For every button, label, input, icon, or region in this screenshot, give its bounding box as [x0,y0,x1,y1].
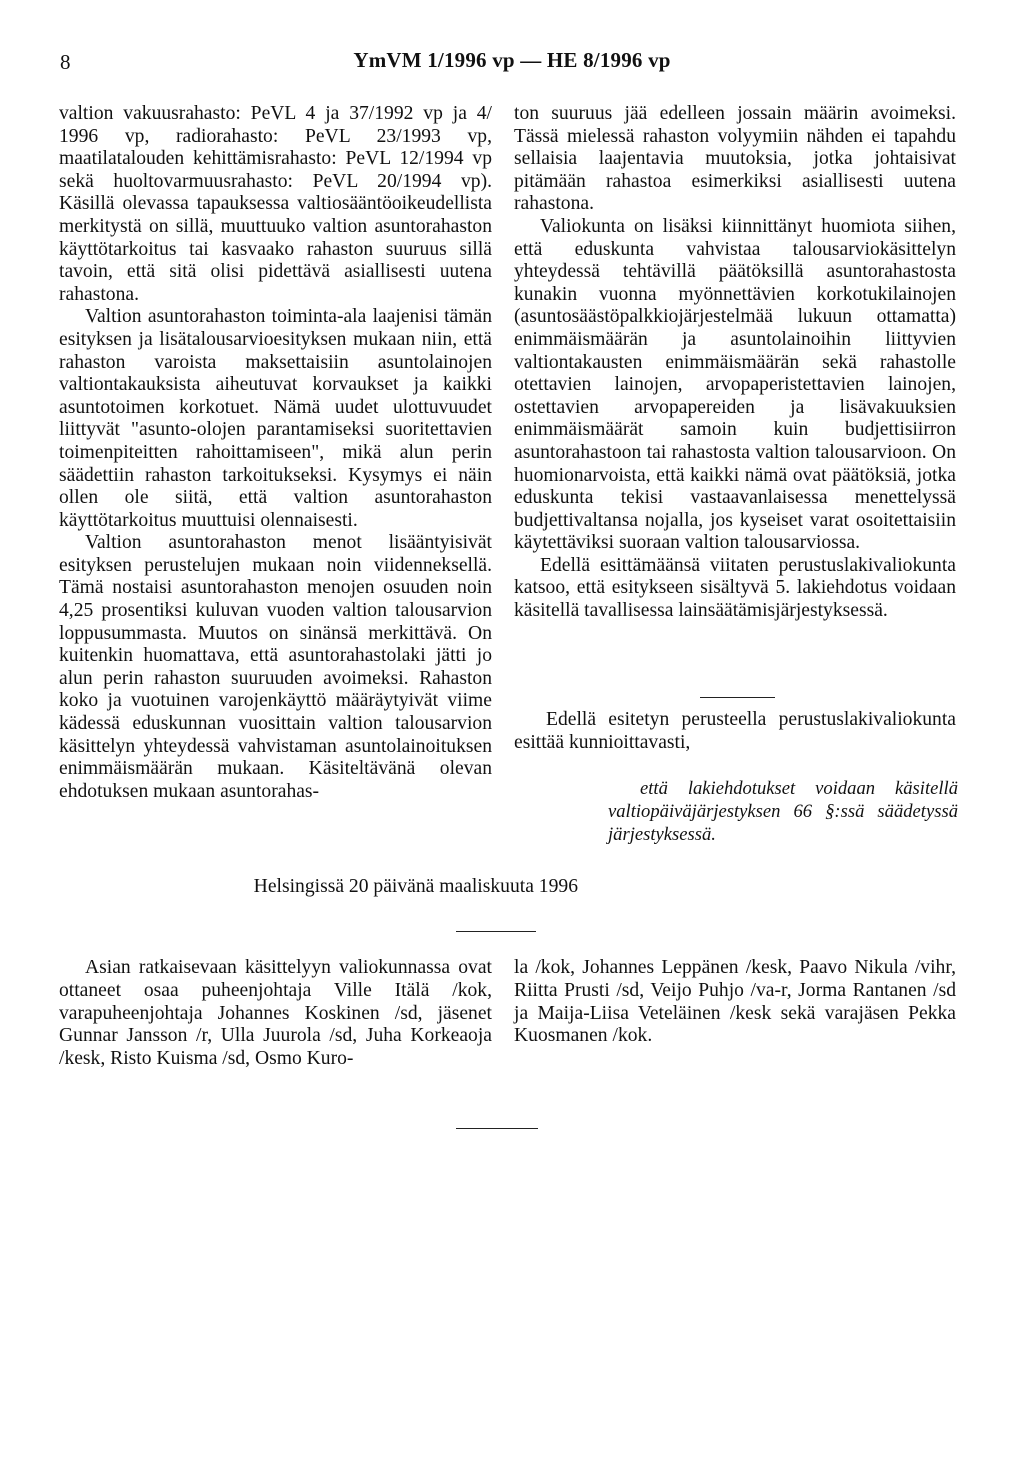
left-paragraph-2: Valtion asuntorahaston toiminta-ala laajenisi tämän esityksen ja lisätalousarvioesityksen mukaan niin, että rahaston varoista maksettaisiin asuntolainojen valtiontakauksista aiheutuvat korvaukset ja kaikki asuntotoimen korkotuet. Nämä uudet ulottuvuudet liittyvät "asunto-olojen parantamiseksi suoritettavien toimenpiteitten rahoittamiseen", mikä alun perin säädettiin rahaston tarkoitukseksi. Kysymys ei näin ollen ole siitä, että valtion asuntorahaston käyttötarkoitus muuttuisi olennaisesti. [59,306,492,531]
signature-divider [456,931,536,932]
right-paragraph-2: Valiokunta on lisäksi kiinnittänyt huomiota siihen, että eduskunta vahvistaa talousarviokäsittelyn yhteydessä tehtävillä päätöksillä asuntorahastosta kunakin vuonna myönnettävien korkotukilainojen (asuntosäästöpalkkiojärjestelmää lukuun ottamatta) enimmäismäärän ja asuntolainoihin liittyvien valtiontakausten enimmäismäärän sekä rahastolle otettavien lainojen, arvopaperistettavien lainojen, ostettavien arvopapereiden ja lisävakuuksien enimmäismäärät samoin kuin budjettisiirron asuntorahastoon tai rahastosta valtion talousarvioon. On huomionarvoista, että kaikki nämä ovat päätöksiä, jotka eduskunta tekisi vastaavanlaisessa menettelyssä budjettivaltansa nojalla, jos kyseiset varat osoitettaisiin käytettäviksi suoraan valtion talousarviossa. [514,215,956,554]
running-header: YmVM 1/1996 vp — HE 8/1996 vp [353,48,671,72]
proposal-statement: että lakiehdotukset voidaan käsitellä valtiopäiväjärjestyksen 66 §:ssä säädetyssä järjestyksessä. [608,778,958,845]
proposal-intro-text: Edellä esitetyn perusteella perustuslakivaliokunta esittää kunnioittavasti, [514,709,956,753]
members-right [514,957,956,1048]
members-text-left: Asian ratkaisevaan käsittelyyn valiokunnassa ovat ottaneet osaa puheenjohtaja Ville Itälä /kok, varapuheenjohtaja Johannes Koskinen /sd, jäsenet Gunnar Jansson /r, Ulla Juurola /sd, Juha Korkeaoja /kesk, Risto Kuisma /sd, Osmo Kuro- [59,957,492,1070]
left-column [59,103,492,803]
signature-place-date: Helsingissä 20 päivänä maaliskuuta 1996 [253,876,578,897]
right-paragraph-1: ton suuruus jää edelleen jossain määrin avoimeksi. Tässä mielessä rahaston volyymiin nähden ei tapahdu sellaisia laajentavia muutoksia, jotka johtaisivat pitämään rahastoa esimerkiksi asiallisesti uutena rahastona. [514,103,956,215]
left-paragraph-1: valtion vakuusrahasto: PeVL 4 ja 37/1992 vp ja 4/ 1996 vp, radiorahasto: PeVL 23/1993 vp, maatilatalouden kehittämisrahasto: PeVL 12/1994 vp sekä huoltovarmuusrahasto: PeVL 20/1994 vp). Käsillä olevassa tapauksessa valtiosääntöoikeudellista merkitystä on sillä, muuttuuko valtion asuntorahaston käyttötarkoitus tai kasvaako rahaston suuruus sillä tavoin, että sitä olisi pidettävä asiallisesti uutena rahastona. [59,103,492,305]
page-number: 8 [60,50,71,74]
right-column [514,103,956,623]
left-paragraph-3: Valtion asuntorahaston menot lisääntyisivät esityksen perustelujen mukaan noin viidenneksellä. Tämä nostaisi asuntorahaston menojen osuuden noin 4,25 prosentiksi kuluvan vuoden valtion talousarvion loppusummasta. Muutos on sinänsä merkittävä. On kuitenkin huomattava, että asuntorahastolaki jätti jo alun perin rahaston suuruuden avoimeksi. Rahaston koko ja vuotuinen varojenkäyttö määräytyivät viime kädessä eduskunnan vuosittain valtion talousarvion käsittelyn yhteydessä vahvistaman asuntolainoituksen enimmäismäärän mukaan. Käsiteltävänä olevan ehdotuksen mukaan asuntorahas- [59,532,492,802]
end-divider [456,1128,538,1129]
right-paragraph-3: Edellä esittämäänsä viitaten perustuslakivaliokunta katsoo, että esitykseen sisältyvä 5. lakiehdotus voidaan käsitellä tavallisessa lainsäätämisjärjestyksessä. [514,554,956,622]
members-text-right: la /kok, Johannes Leppänen /kesk, Paavo Nikula /vihr, Riitta Prusti /sd, Veijo Puhjo /va-r, Jorma Rantanen /sd ja Maija-Liisa Veteläinen /kesk sekä varajäsen Pekka Kuosmanen /kok. [514,957,956,1047]
section-divider [700,697,775,698]
members-left [59,957,492,1071]
proposal-text [608,778,958,846]
proposal-intro [514,709,956,754]
